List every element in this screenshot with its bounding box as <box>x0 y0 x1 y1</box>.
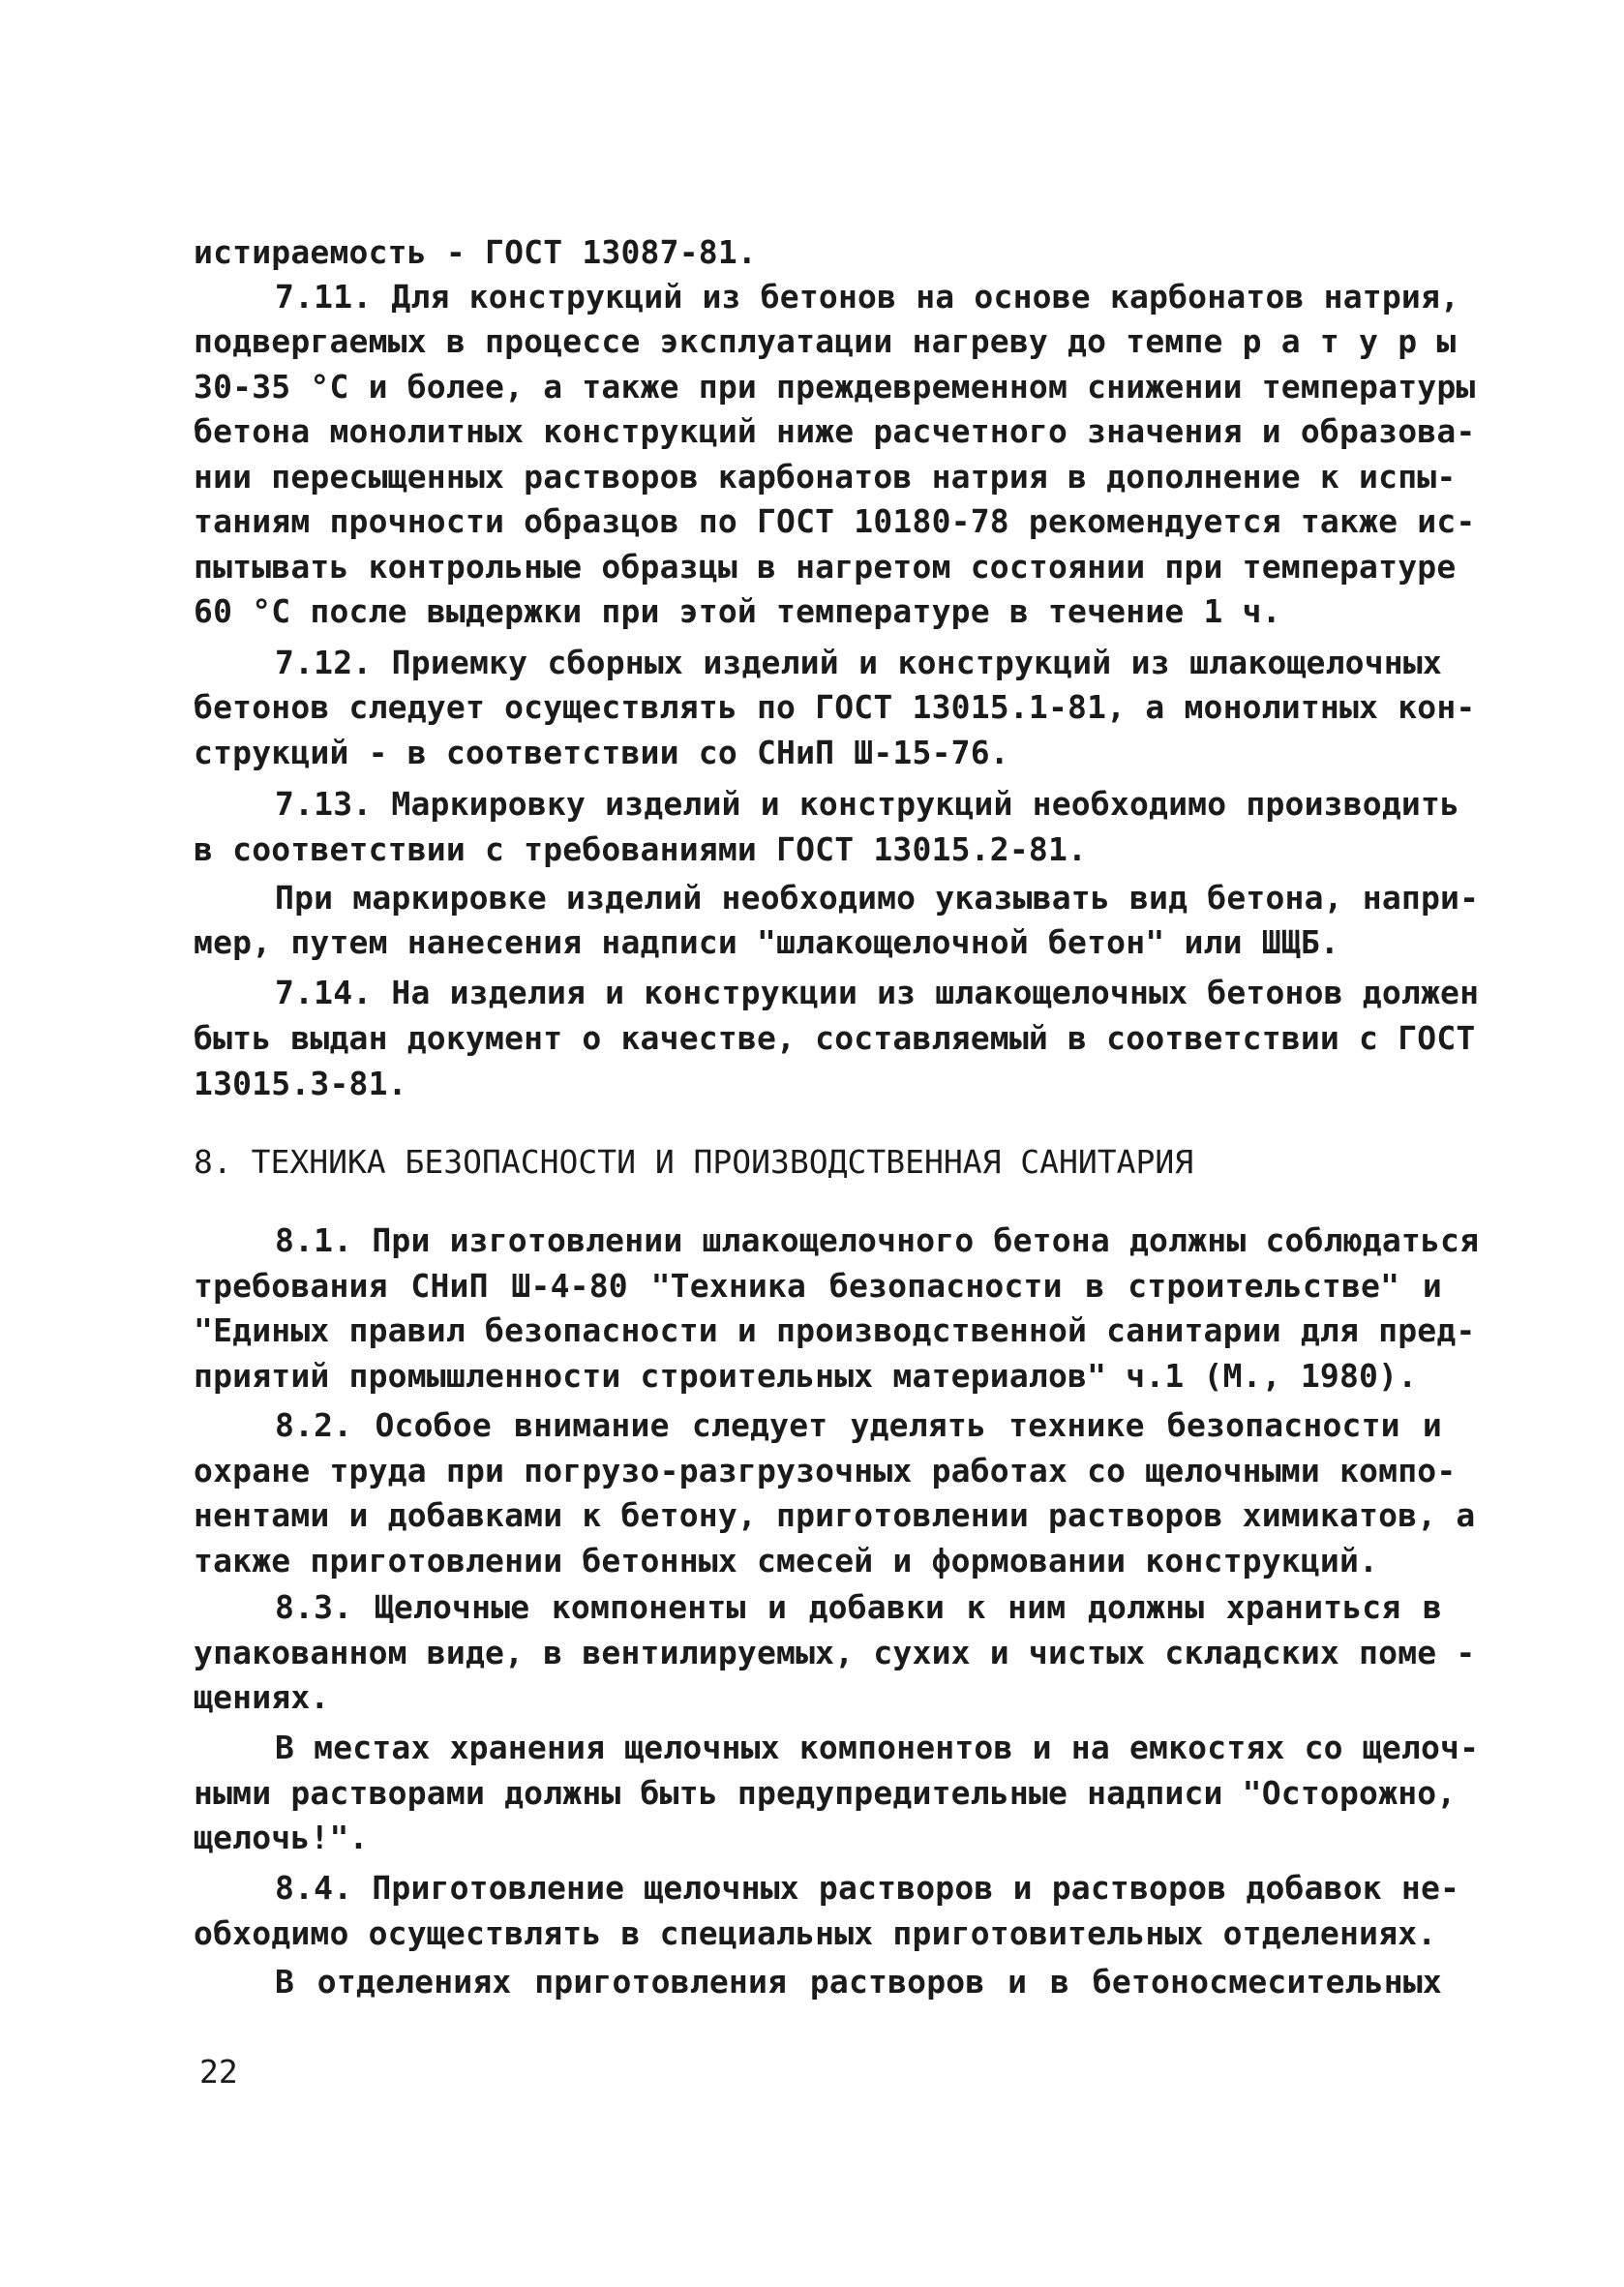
text-line: требования СНиП Ш-4-80 "Техника безопасности в строительстве" и <box>194 1267 1442 1305</box>
text-line: упакованном виде, в вентилируемых, сухих и чистых складских поме - <box>194 1634 1476 1671</box>
text-line: 7.14. На изделия и конструкции из шлакощелочных бетонов должен <box>275 974 1480 1011</box>
text-line: нентами и добавками к бетону, приготовлении растворов химикатов, а <box>194 1496 1476 1534</box>
text-line: При маркировке изделий необходимо указывать вид бетона, напри- <box>275 879 1480 917</box>
text-line: в соответствии с требованиями ГОСТ 13015.2-81. <box>194 830 1088 868</box>
text-line: бетона монолитных конструкций ниже расчетного значения и образова- <box>194 412 1476 450</box>
text-line: 8.2. Особое внимание следует уделять технике безопасности и <box>275 1406 1442 1444</box>
text-line: также приготовлении бетонных смесей и формовании конструкций. <box>194 1542 1379 1580</box>
text-line: 8.4. Приготовление щелочных растворов и растворов добавок не- <box>275 1869 1460 1907</box>
text-line: В отделениях приготовления растворов и в бетоносмесительных <box>275 1963 1442 2001</box>
text-line: щениях. <box>194 1678 330 1716</box>
text-line: 7.11. Для конструкций из бетонов на основе карбонатов натрия, <box>275 278 1460 316</box>
text-line: 8.3. Щелочные компоненты и добавки к ним должны храниться в <box>275 1588 1442 1626</box>
text-line: 30-35 °С и более, а также при преждевременном снижении температуры <box>194 368 1476 406</box>
text-line: нии пересыщенных растворов карбонатов натрия в дополнение к испы- <box>194 458 1457 496</box>
text-line: ными растворами должны быть предупредительные надписи "Осторожно, <box>194 1774 1457 1812</box>
text-line: 13015.3-81. <box>194 1065 407 1102</box>
text-line: мер, путем нанесения надписи "шлакощелочной бетон" или ШЩБ. <box>194 923 1339 961</box>
text-line: 60 °С после выдержки при этой температуре в течение 1 ч. <box>194 592 1281 630</box>
text-line: пытывать контрольные образцы в нагретом состоянии при температуре <box>194 548 1457 586</box>
text-line: щелочь!". <box>194 1819 369 1856</box>
text-line: 7.12. Приемку сборных изделий и конструкций из шлакощелочных <box>275 644 1442 681</box>
text-line: истираемость - ГОСТ 13087-81. <box>194 233 757 271</box>
text-line: 8.1. При изготовлении шлакощелочного бетона должны соблюдаться <box>275 1221 1480 1259</box>
section-heading: 8. ТЕХНИКА БЕЗОПАСНОСТИ И ПРОИЗВОДСТВЕННАЯ САНИТАРИЯ <box>194 1143 1194 1181</box>
text-line: таниям прочности образцов по ГОСТ 10180-78 рекомендуется также ис- <box>194 502 1476 540</box>
text-line: быть выдан документ о качестве, составляемый в соответствии с ГОСТ <box>194 1019 1476 1057</box>
text-line: струкций - в соответствии со СНиП Ш-15-76. <box>194 734 1009 771</box>
text-line: бетонов следует осуществлять по ГОСТ 13015.1-81, а монолитных кон- <box>194 688 1476 726</box>
text-line: 7.13. Маркировку изделий и конструкций необходимо производить <box>275 785 1460 823</box>
text-line: приятий промышленности строительных материалов" ч.1 (М., 1980). <box>194 1357 1418 1395</box>
text-line: В местах хранения щелочных компонентов и на емкостях со щелоч- <box>275 1729 1480 1766</box>
text-line: подвергаемых в процессе эксплуатации нагреву до темпе р а т у р ы <box>194 322 1457 360</box>
page-number: 22 <box>199 2053 238 2091</box>
text-line: охране труда при погрузо-разгрузочных работах со щелочными компо- <box>194 1452 1457 1490</box>
text-line: обходимо осуществлять в специальных приготовительных отделениях. <box>194 1914 1437 1952</box>
text-line: "Единых правил безопасности и производственной санитарии для пред- <box>194 1311 1476 1349</box>
